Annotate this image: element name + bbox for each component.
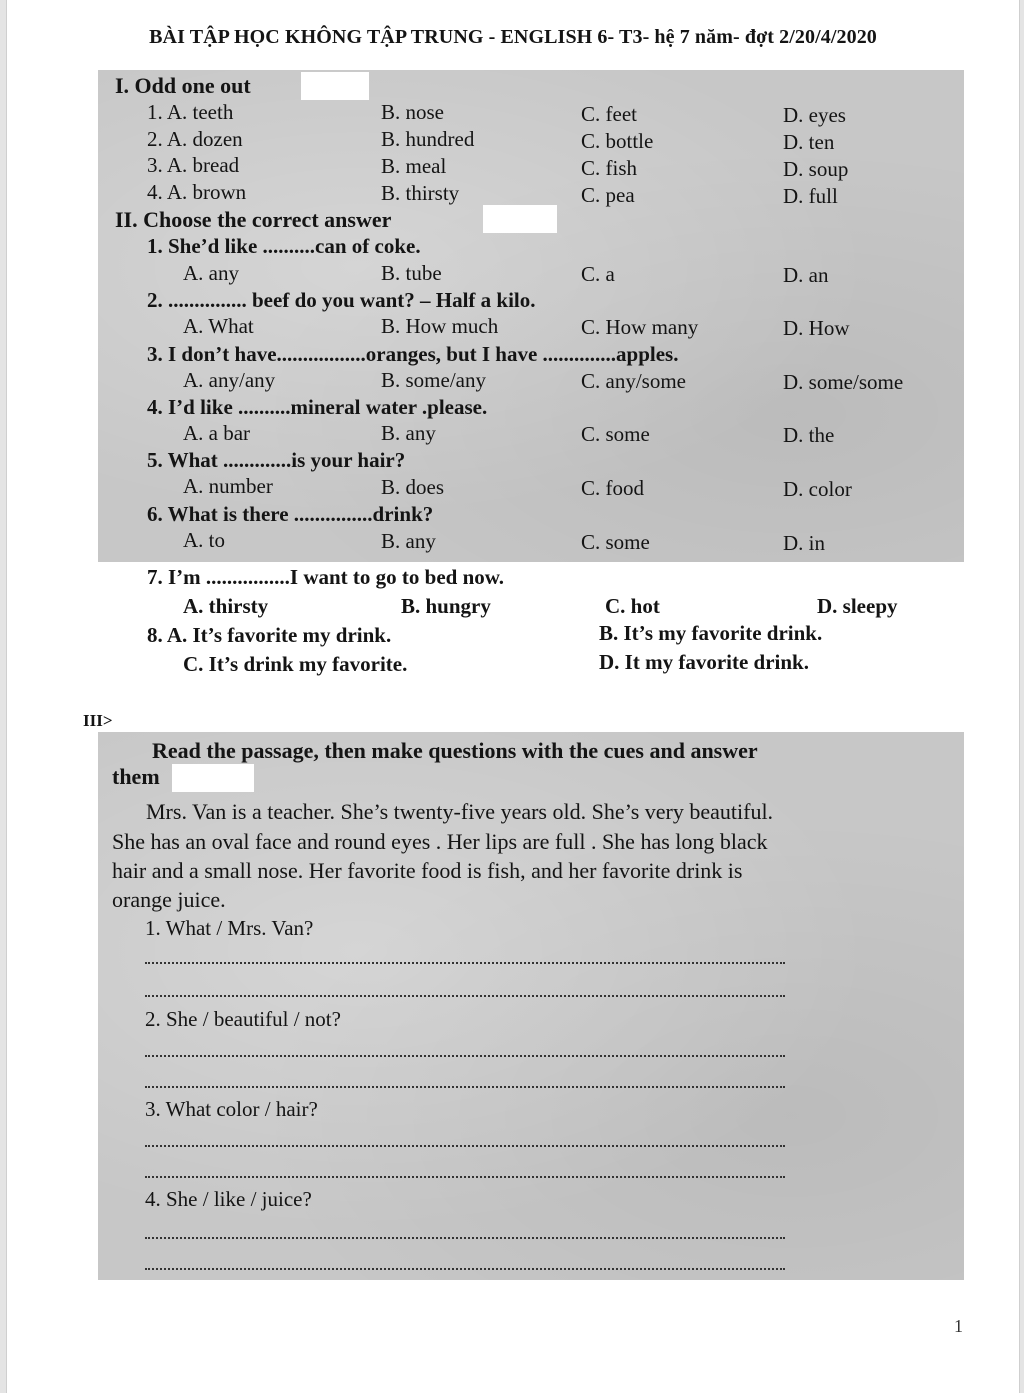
passage-line: hair and a small nose. Her favorite food is fish, and her favorite drink is xyxy=(112,858,743,883)
answer-line[interactable] xyxy=(145,1237,785,1239)
instruction: them xyxy=(112,764,160,789)
option: B. hungry xyxy=(401,594,491,618)
answer-line[interactable] xyxy=(145,1176,785,1178)
option: D. some/some xyxy=(783,370,904,394)
option: A. a bar xyxy=(183,421,251,445)
page-number: 1 xyxy=(954,1316,963,1336)
option: D. color xyxy=(783,477,852,501)
question: 1. She’d like ..........can of coke. xyxy=(147,234,421,258)
option: C. a xyxy=(581,262,615,286)
option: B. thirsty xyxy=(381,181,460,205)
option: B. tube xyxy=(381,261,442,285)
option: D. soup xyxy=(783,157,849,181)
option: D. an xyxy=(783,263,829,287)
option: D. It my favorite drink. xyxy=(599,650,809,674)
redaction-box xyxy=(483,205,557,233)
question: 3. I don’t have.................oranges, but I have ..............apples. xyxy=(147,342,679,366)
option: 2. A. dozen xyxy=(147,127,243,151)
option: 8. A. It’s favorite my drink. xyxy=(147,623,392,647)
option: C. bottle xyxy=(581,129,654,153)
option: 4. A. brown xyxy=(147,180,247,204)
option: D. ten xyxy=(783,130,835,154)
option: A. What xyxy=(183,314,254,338)
option: B. any xyxy=(381,421,436,445)
document-page xyxy=(6,0,1020,1393)
passage-line: Mrs. Van is a teacher. She’s twenty-five years old. She’s very beautiful. xyxy=(146,799,774,824)
option: D. How xyxy=(783,316,850,340)
cue: 3. What color / hair? xyxy=(145,1097,318,1121)
cue: 4. She / like / juice? xyxy=(145,1187,312,1211)
page-title: BÀI TẬP HỌC KHÔNG TẬP TRUNG - ENGLISH 6- T3- hệ 7 năm- đợt 2/20/4/2020 xyxy=(149,26,877,48)
answer-line[interactable] xyxy=(145,1055,785,1057)
option: C. pea xyxy=(581,183,635,207)
option: C. It’s drink my favorite. xyxy=(183,652,408,676)
instruction: Read the passage, then make questions with the cues and answer xyxy=(152,738,758,763)
option: 3. A. bread xyxy=(147,153,240,177)
option: B. It’s my favorite drink. xyxy=(599,621,823,645)
passage-line: She has an oval face and round eyes . Her lips are full . She has long black xyxy=(112,829,768,854)
option: D. sleepy xyxy=(817,594,898,618)
option: C. hot xyxy=(605,594,660,618)
question: 2. ............... beef do you want? – Half a kilo. xyxy=(147,288,536,312)
option: 1. A. teeth xyxy=(147,100,234,124)
cue: 2. She / beautiful / not? xyxy=(145,1007,341,1031)
option: D. in xyxy=(783,531,825,555)
option: A. any xyxy=(183,261,239,285)
option: D. full xyxy=(783,184,838,208)
answer-line[interactable] xyxy=(145,1086,785,1088)
option: C. feet xyxy=(581,102,637,126)
option: B. meal xyxy=(381,154,447,178)
option: B. some/any xyxy=(381,368,486,392)
question: 6. What is there ...............drink? xyxy=(147,502,434,526)
option: A. to xyxy=(183,528,225,552)
answer-line[interactable] xyxy=(145,1145,785,1147)
answer-line[interactable] xyxy=(145,962,785,964)
option: D. eyes xyxy=(783,103,846,127)
passage-line: orange juice. xyxy=(112,887,226,912)
option: A. any/any xyxy=(183,368,276,392)
question: 4. I’d like ..........mineral water .please. xyxy=(147,395,488,419)
option: B. nose xyxy=(381,100,444,124)
option: C. food xyxy=(581,476,644,500)
option: B. hundred xyxy=(381,127,475,151)
answer-line[interactable] xyxy=(145,995,785,997)
cue: 1. What / Mrs. Van? xyxy=(145,916,314,940)
option: C. any/some xyxy=(581,369,686,393)
option: A. number xyxy=(183,474,273,498)
option: A. thirsty xyxy=(183,594,269,618)
option: B. does xyxy=(381,475,444,499)
option: B. How much xyxy=(381,314,499,338)
section3-label: III> xyxy=(83,711,113,730)
option: C. some xyxy=(581,422,650,446)
section1-heading: I. Odd one out xyxy=(115,73,251,98)
option: B. any xyxy=(381,529,436,553)
option: D. the xyxy=(783,423,835,447)
option: C. How many xyxy=(581,315,699,339)
option: C. fish xyxy=(581,156,638,180)
question: 5. What .............is your hair? xyxy=(147,448,406,472)
redaction-box xyxy=(301,72,369,100)
option: C. some xyxy=(581,530,650,554)
answer-line[interactable] xyxy=(145,1268,785,1270)
question: 7. I’m ................I want to go to bed now. xyxy=(147,565,505,589)
section2-heading: II. Choose the correct answer xyxy=(115,207,392,232)
redaction-box xyxy=(172,764,254,792)
